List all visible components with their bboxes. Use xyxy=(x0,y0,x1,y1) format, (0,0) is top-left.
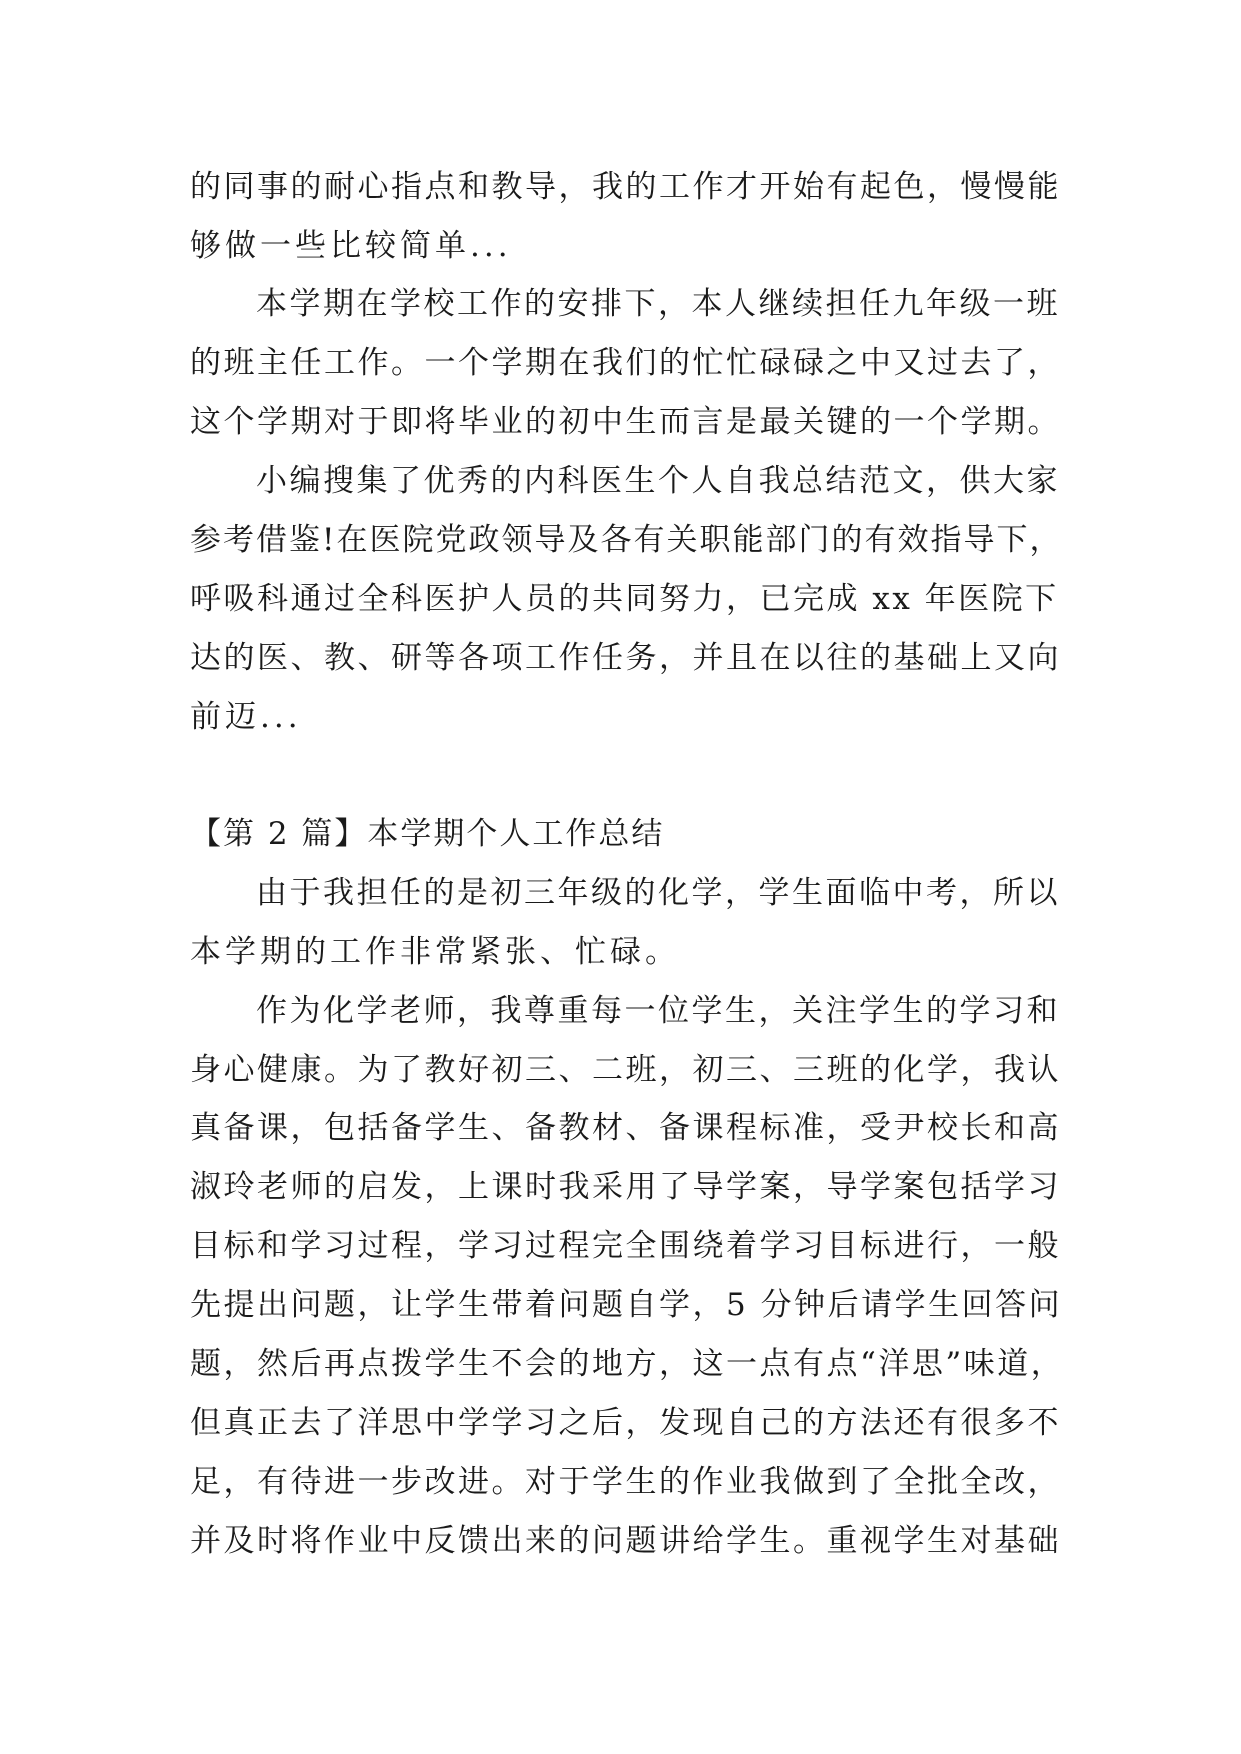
paragraph-start-line: 本学期在学校工作的安排下，本人继续担任九年级一班 xyxy=(256,286,1060,322)
paragraph-start-line: 小编搜集了优秀的内科医生个人自我总结范文，供大家 xyxy=(256,463,1060,499)
paragraph-start-line: 作为化学老师，我尊重每一位学生，关注学生的学习和 xyxy=(256,993,1060,1029)
text-line: 题，然后再点拨学生不会的地方，这一点有点“洋思”味道， xyxy=(190,1346,1065,1382)
text-line: 够做一些比较简单... xyxy=(190,228,512,264)
text-line: 这个学期对于即将毕业的初中生而言是最关键的一个学期。 xyxy=(190,404,1061,440)
text-line: 并及时将作业中反馈出来的问题讲给学生。重视学生对基础 xyxy=(190,1523,1061,1559)
section-heading: 【第 2 篇】本学期个人工作总结 xyxy=(190,816,665,852)
text-line: 真备课，包括备学生、备教材、备课程标准，受尹校长和高 xyxy=(190,1110,1061,1146)
text-line: 但真正去了洋思中学学习之后，发现自己的方法还有很多不 xyxy=(190,1405,1061,1441)
text-line: 达的医、教、研等各项工作任务，并且在以往的基础上又向 xyxy=(190,640,1061,676)
text-line: 目标和学习过程，学习过程完全围绕着学习目标进行，一般 xyxy=(190,1228,1061,1264)
text-line: 的同事的耐心指点和教导，我的工作才开始有起色，慢慢能 xyxy=(190,169,1061,205)
text-line: 呼吸科通过全科医护人员的共同努力，已完成 xx 年医院下 xyxy=(190,581,1059,617)
text-line: 先提出问题，让学生带着问题自学，5 分钟后请学生回答问 xyxy=(190,1287,1063,1323)
text-line: 的班主任工作。一个学期在我们的忙忙碌碌之中又过去了， xyxy=(190,345,1061,381)
text-line: 身心健康。为了教好初三、二班，初三、三班的化学，我认 xyxy=(190,1052,1061,1088)
text-line: 淑玲老师的启发，上课时我采用了导学案，导学案包括学习 xyxy=(190,1169,1061,1205)
text-line: 本学期的工作非常紧张、忙碌。 xyxy=(190,934,680,970)
text-line: 足，有待进一步改进。对于学生的作业我做到了全批全改， xyxy=(190,1464,1061,1500)
text-line: 前迈... xyxy=(190,699,302,735)
paragraph-start-line: 由于我担任的是初三年级的化学，学生面临中考，所以 xyxy=(256,875,1060,911)
text-line: 参考借鉴!在医院党政领导及各有关职能部门的有效指导下， xyxy=(190,522,1063,558)
